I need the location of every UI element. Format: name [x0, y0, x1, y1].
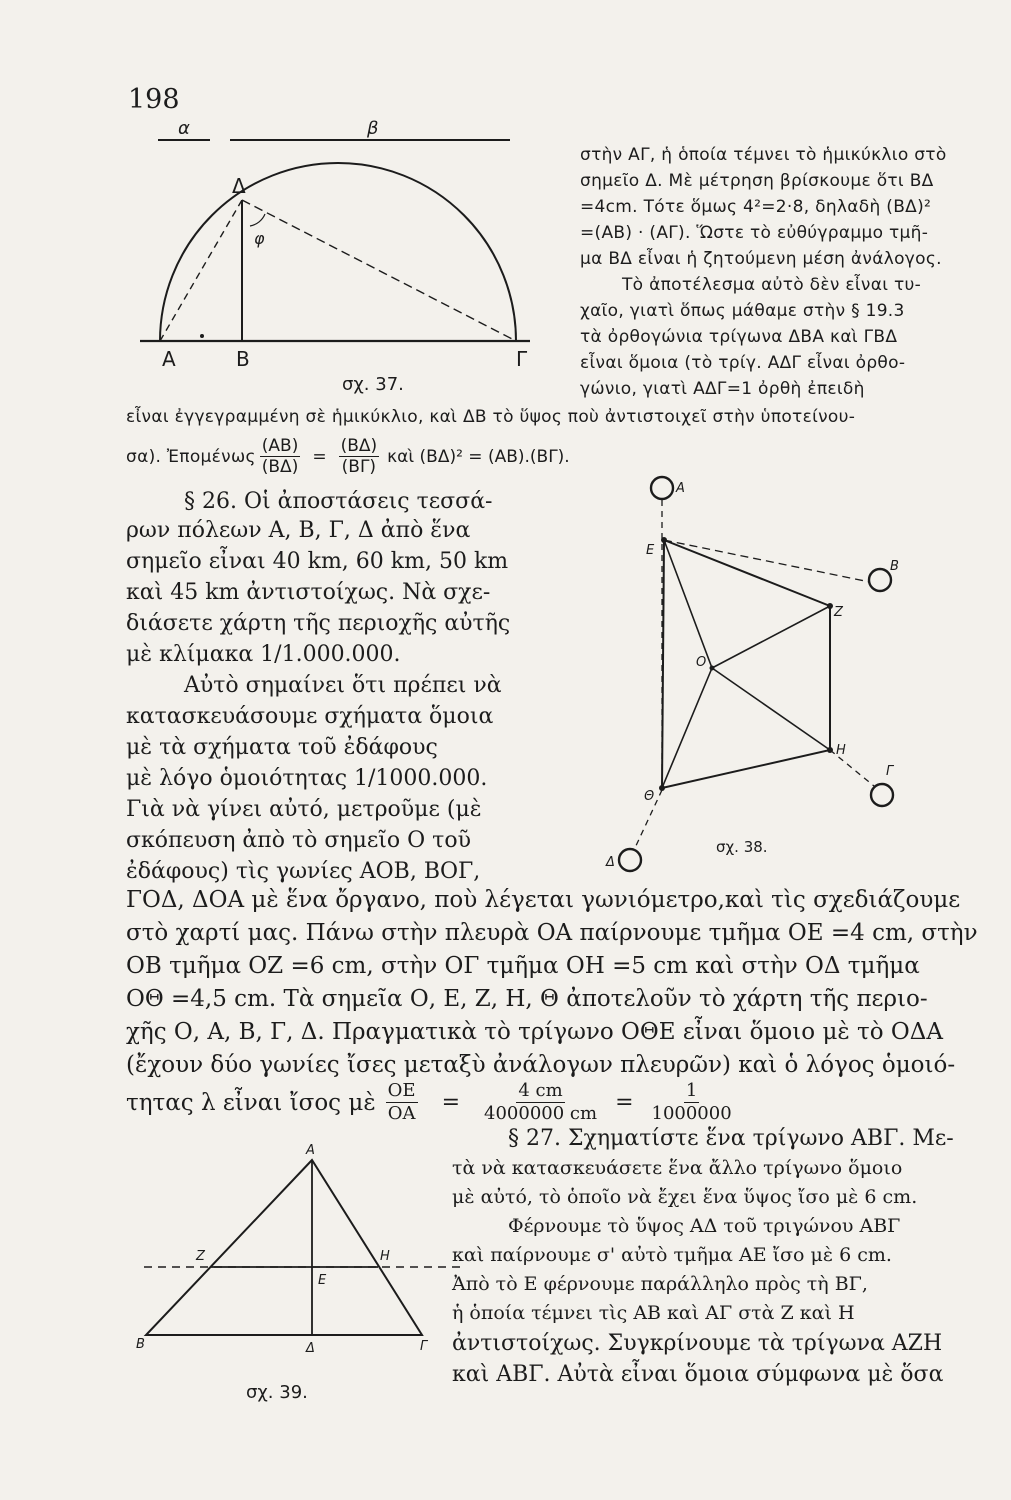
text-line: καὶ ΑΒΓ. Αὐτὰ εἶναι ὅμοια σύμφωνα μὲ ὅσα [452, 1362, 944, 1387]
section-26-body [126, 515, 596, 887]
segment-OTh [662, 668, 712, 788]
text-line: στὴν ΑΓ, ἡ ὁποία τέμνει τὸ ἡμικύκλιο στὸ [580, 145, 947, 165]
fraction-numerator: (ΒΔ) [340, 436, 378, 456]
point-O [710, 666, 715, 671]
fraction-numerator: (ΑΒ) [261, 436, 299, 456]
text-line: στὸ χαρτί μας. Πάνω στὴν πλευρὰ ΟΑ παίρνουμε τμῆμα ΟΕ =4 cm, στὴν [126, 920, 978, 946]
text-line: καὶ 45 km ἀντιστοίχως. Νὰ σχε- [126, 580, 491, 605]
segment-AD [160, 200, 242, 341]
fraction-numerator: ΟΕ [387, 1080, 416, 1101]
fraction-numerator: 1 [685, 1080, 698, 1101]
text-line: εἶναι ἐγγεγραμμένη σὲ ἡμικύκλιο, καὶ ΔΒ τὸ ὕψος ποὺ ἀντιστοιχεῖ στὴν ὑποτείνου- [126, 407, 856, 427]
text-line: τὰ νὰ κατασκευάσετε ἕνα ἄλλο τρίγωνο ὅμοιο [452, 1157, 903, 1179]
fraction-numerator: 4 cm [518, 1080, 563, 1101]
equals-sign: = [312, 446, 327, 467]
point-H [827, 747, 833, 753]
text-line: σημεῖο Δ. Μὲ μέτρηση βρίσκουμε ὅτι ΒΔ [580, 171, 934, 191]
text-line: καὶ παίρνουμε σ' αὐτὸ τμῆμα ΑΕ ἴσο μὲ 6 cm. [452, 1244, 892, 1266]
label-G: Γ [886, 764, 894, 779]
label-phi: φ [254, 229, 265, 248]
text-line: § 27. Σχηματίστε ἕνα τρίγωνο ΑΒΓ. Με- [508, 1126, 954, 1151]
text-line: ΓΟΔ, ΔΟΑ μὲ ἕνα ὄργανο, ποὺ λέγεται γωνιόμετρο,καὶ τὶς σχεδιάζουμε [126, 887, 961, 913]
text-line: τὰ ὀρθογώνια τρίγωνα ΔΒΑ καὶ ΓΒΔ [580, 327, 898, 347]
text-line: ρων πόλεων Α, Β, Γ, Δ ἀπὸ ἕνα [126, 518, 471, 543]
segment-DG [242, 200, 516, 341]
fraction [339, 436, 380, 477]
text-line: ΟΒ τμῆμα ΟΖ =6 cm, στὴν ΟΓ τμῆμα ΟΗ =5 cm καὶ στὴν ΟΔ τμῆμα [126, 953, 920, 979]
formula-tail: καὶ (ΒΔ)² = (ΑΒ).(ΒΓ). [387, 446, 570, 467]
text-full2-block [126, 884, 986, 1082]
caption-fig39: σχ. 39. [246, 1382, 308, 1403]
semicircle [160, 163, 516, 341]
equals-sign: = [441, 1090, 461, 1115]
label-B: Β [890, 559, 899, 574]
page-number: 198 [128, 84, 180, 115]
text-line: διάσετε χάρτη τῆς περιοχῆς αὐτῆς [126, 611, 511, 636]
label-H: Η [836, 743, 846, 758]
formula-lead: σα). Ἐπομένως [126, 446, 256, 467]
label-Z: Ζ [834, 605, 843, 620]
section-26 [184, 486, 604, 517]
caption-fig38: σχ. 38. [716, 838, 768, 856]
label-Th: Θ [644, 789, 655, 804]
caption-fig37: σχ. 37. [342, 374, 404, 395]
text-line: μὲ λόγο ὁμοιότητας 1/1000.000. [126, 766, 488, 791]
text-line: =(ΑΒ) · (ΑΓ). Ὥστε τὸ εὐθύγραμμο τμῆ- [580, 223, 929, 243]
text-line: σημεῖο εἶναι 40 km, 60 km, 50 km [126, 549, 509, 574]
label-O: Ο [696, 655, 707, 670]
figure-37 [140, 118, 560, 418]
fraction [260, 436, 301, 477]
label-H: Η [380, 1249, 390, 1264]
text-line: σκόπευση ἀπὸ τὸ σημεῖο Ο τοῦ [126, 828, 471, 853]
label-B: Β [236, 347, 250, 371]
city-D-marker [619, 849, 641, 871]
label-D: Δ [232, 174, 246, 198]
segment-OH [712, 668, 830, 750]
text-line: § 26. Οἱ ἀποστάσεις τεσσά- [184, 489, 493, 514]
fraction-denominator: (ΒΔ) [261, 457, 299, 477]
formula-2 [126, 1080, 986, 1125]
text-line: ἀντιστοίχως. Συγκρίνουμε τὰ τρίγωνα ΑΖΗ [452, 1331, 943, 1356]
text-line: γώνιο, γιατὶ ΑΔΓ=1 ὀρθὴ ἐπειδὴ [580, 379, 865, 399]
label-D: Δ [306, 1341, 315, 1356]
city-A-marker [651, 477, 673, 499]
text-line: Φέρνουμε τὸ ὕψος ΑΔ τοῦ τριγώνου ΑΒΓ [508, 1215, 901, 1237]
label-D: Δ [606, 855, 615, 870]
text-line: (ἔχουν δύο γωνίες ἴσες μεταξὺ ἀνάλογων πλευρῶν) καὶ ὁ λόγος ὁμοιό- [126, 1052, 956, 1078]
text-line: χαῖο, γιατὶ ὅπως μάθαμε στὴν § 19.3 [580, 301, 905, 321]
text-line: Αὐτὸ σημαίνει ὅτι πρέπει νὰ [184, 673, 502, 698]
text-line: =4cm. Τότε ὅμως 4²=2·8, δηλαδὴ (ΒΔ)² [580, 197, 932, 217]
label-A: Α [306, 1143, 315, 1158]
text-line: ἡ ὁποία τέμνει τὶς ΑΒ καὶ ΑΓ στὰ Ζ καὶ Η [452, 1302, 855, 1324]
fraction [652, 1080, 732, 1125]
fraction-denominator: (ΒΓ) [341, 457, 377, 477]
label-beta: β [367, 118, 379, 139]
equals-sign: = [615, 1090, 634, 1115]
segment-OZ [712, 606, 830, 668]
label-alpha: α [178, 118, 190, 139]
point-Z [827, 603, 833, 609]
figure-39 [126, 1140, 466, 1415]
fraction-denominator: 4000000 cm [484, 1103, 598, 1124]
label-E: Ε [646, 543, 655, 558]
label-A: Α [676, 481, 685, 496]
text-line: ΟΘ =4,5 cm. Τὰ σημεῖα Ο, Ε, Ζ, Η, Θ ἀποτελοῦν τὸ χάρτη τῆς περιο- [126, 986, 928, 1012]
point-mark [200, 334, 204, 338]
text-line: χῆς Ο, Α, Β, Γ, Δ. Πραγματικὰ τὸ τρίγωνο ΟΘΕ εἶναι ὅμοιο μὲ τὸ ΟΔΑ [126, 1019, 944, 1045]
label-A: Α [162, 347, 176, 371]
label-E: Ε [318, 1273, 327, 1288]
fraction-denominator: 1000000 [651, 1103, 732, 1124]
city-B-marker [869, 569, 891, 591]
fraction [484, 1080, 597, 1125]
label-G: Γ [420, 1339, 428, 1354]
fraction [386, 1080, 418, 1125]
triangle-ABG [146, 1160, 422, 1335]
text-line: εἶναι ὅμοια (τὸ τρίγ. ΑΔΓ εἶναι ὀρθο- [580, 353, 906, 373]
section-27 [452, 1123, 992, 1390]
label-B: Β [136, 1337, 145, 1352]
text-line: ἐδάφους) τὶς γωνίες ΑΟΒ, ΒΟΓ, [126, 859, 481, 884]
point-E [661, 537, 667, 543]
text-line: μὲ κλίμακα 1/1.000.000. [126, 642, 401, 667]
text-line: μὲ τὰ σχήματα τοῦ ἐδάφους [126, 735, 438, 760]
text-line: Ἀπὸ τὸ Ε φέρνουμε παράλληλο πρὸς τὴ ΒΓ, [452, 1273, 868, 1295]
figure-38 [590, 470, 970, 880]
label-Z: Ζ [196, 1249, 205, 1264]
segment-OE [664, 540, 712, 668]
text-line: Γιὰ νὰ γίνει αὐτό, μετροῦμε (μὲ [126, 797, 482, 822]
point-Th [659, 785, 665, 791]
text-line: Τὸ ἀποτέλεσμα αὐτὸ δὲν εἶναι τυ- [622, 275, 922, 295]
text-line: μὲ αὐτό, τὸ ὁποῖο νὰ ἔχει ἕνα ὕψος ἴσο μὲ 6 cm. [452, 1186, 918, 1208]
angle-arc [250, 214, 265, 226]
text-line: μα ΒΔ εἶναι ἡ ζητούμενη μέση ἀνάλογος. [580, 249, 942, 269]
fraction-denominator: ΟΑ [387, 1103, 416, 1124]
map-quadrilateral [662, 540, 830, 788]
dash-EZ [664, 540, 870, 582]
text-top-block [580, 142, 980, 402]
label-G: Γ [516, 347, 528, 371]
city-G-marker [871, 784, 893, 806]
text-line: κατασκευάσουμε σχήματα ὅμοια [126, 704, 494, 729]
formula-lead: τητας λ εἶναι ἴσος μὲ [126, 1089, 376, 1116]
